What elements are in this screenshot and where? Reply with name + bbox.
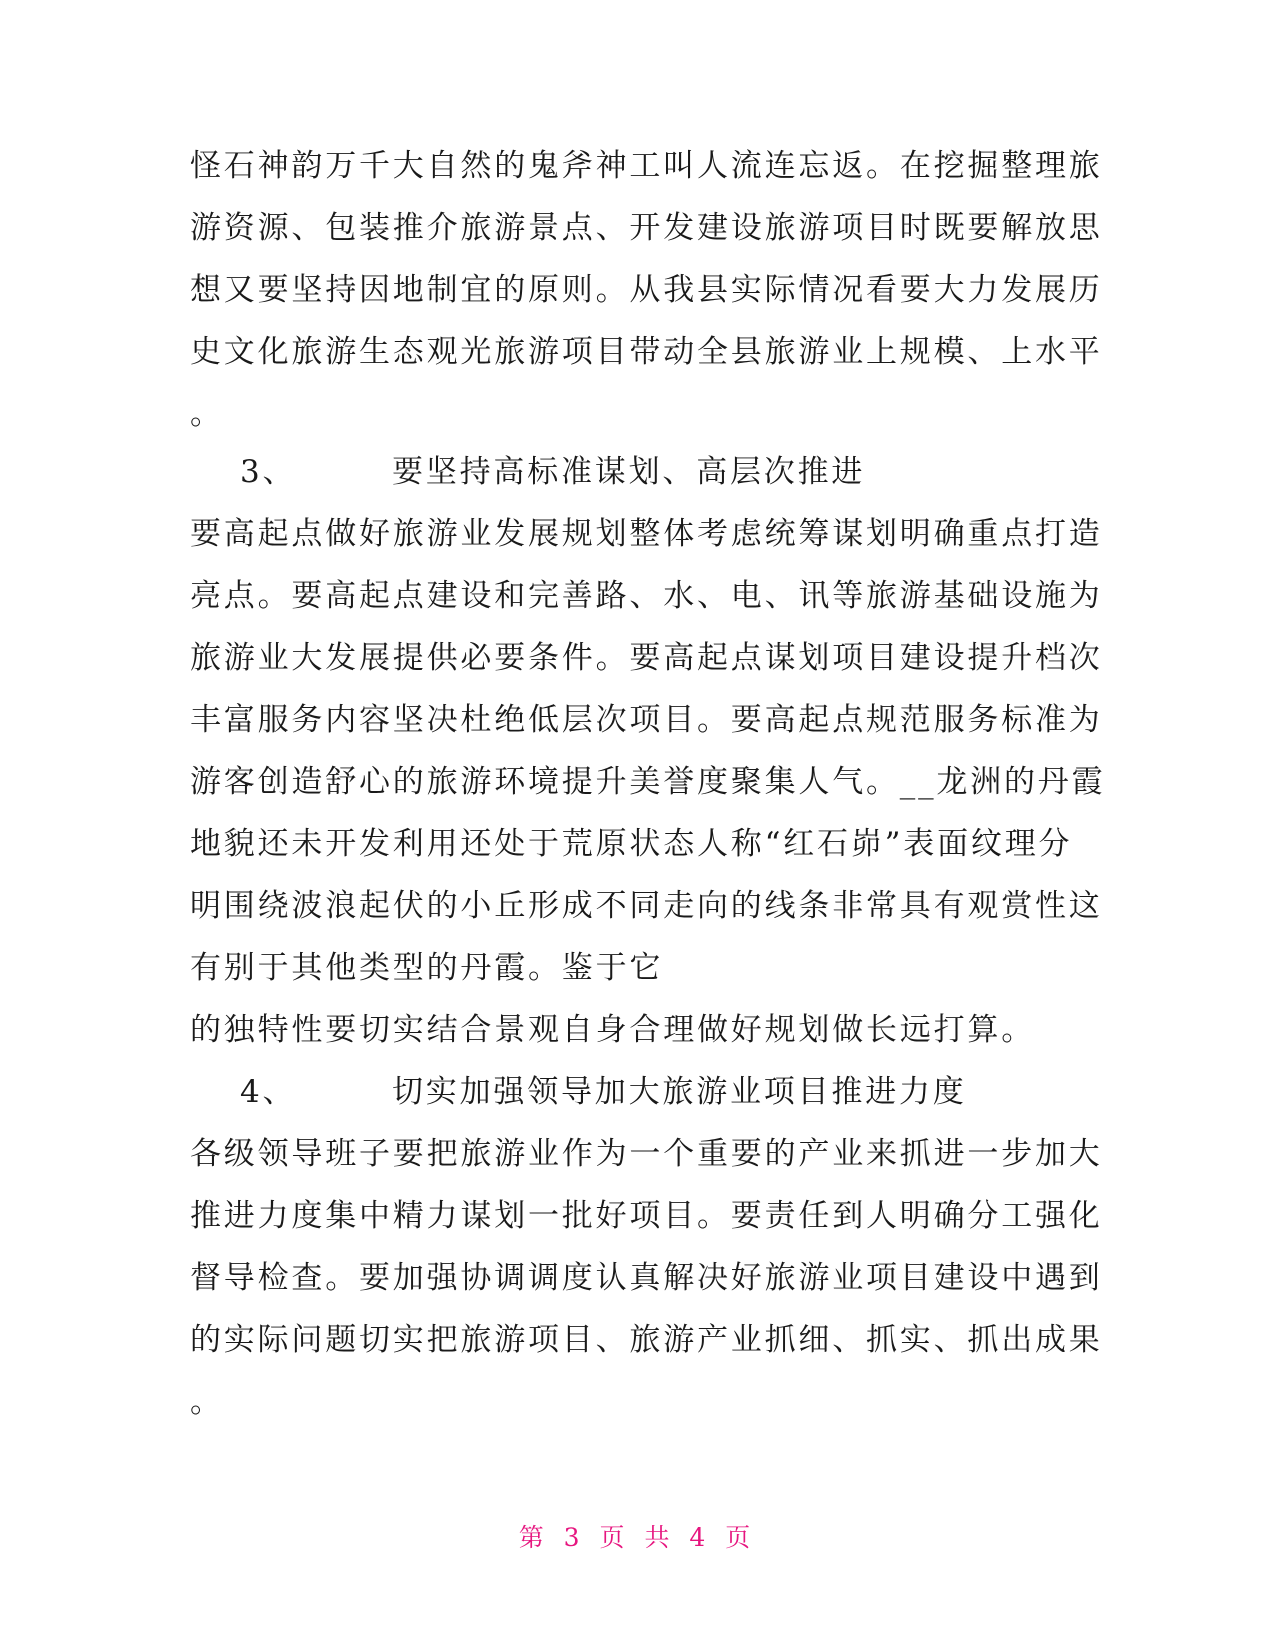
paragraph-line: 有别于其他类型的丹霞。鉴于它: [190, 950, 664, 986]
paragraph-line: 要高起点做好旅游业发展规划整体考虑统筹谋划明确重点打造: [190, 516, 1103, 552]
paragraph-line: 。: [190, 1384, 224, 1420]
paragraph-line: 。: [190, 396, 224, 432]
paragraph-line: 亮点。要高起点建设和完善路、水、电、讯等旅游基础设施为: [190, 578, 1103, 614]
section-number: 3、: [240, 454, 297, 490]
paragraph-line: 推进力度集中精力谋划一批好项目。要责任到人明确分工强化: [190, 1198, 1103, 1234]
paragraph-line: 各级领导班子要把旅游业作为一个重要的产业来抓进一步加大: [190, 1136, 1103, 1172]
paragraph-line: 明围绕波浪起伏的小丘形成不同走向的线条非常具有观赏性这: [190, 888, 1103, 924]
paragraph-line: 游客创造舒心的旅游环境提升美誉度聚集人气。__龙洲的丹霞: [190, 764, 1106, 800]
page-number-footer: 第 3 页 共 4 页: [518, 1523, 757, 1552]
paragraph-line: 史文化旅游生态观光旅游项目带动全县旅游业上规模、上水平: [190, 334, 1103, 370]
paragraph-line: 的实际问题切实把旅游项目、旅游产业抓细、抓实、抓出成果: [190, 1322, 1103, 1358]
paragraph-line: 旅游业大发展提供必要条件。要高起点谋划项目建设提升档次: [190, 640, 1103, 676]
paragraph-line: 的独特性要切实结合景观自身合理做好规划做长远打算。: [190, 1012, 1035, 1048]
paragraph-line: 丰富服务内容坚决杜绝低层次项目。要高起点规范服务标准为: [190, 702, 1103, 738]
paragraph-line: 督导检查。要加强协调调度认真解决好旅游业项目建设中遇到: [190, 1260, 1103, 1296]
section-title: 切实加强领导加大旅游业项目推进力度: [392, 1074, 967, 1110]
paragraph-line: 怪石神韵万千大自然的鬼斧神工叫人流连忘返。在挖掘整理旅: [190, 148, 1103, 184]
section-title: 要坚持高标准谋划、高层次推进: [392, 454, 866, 490]
paragraph-line: 想又要坚持因地制宜的原则。从我县实际情况看要大力发展历: [190, 272, 1103, 308]
section-number: 4、: [240, 1074, 297, 1110]
paragraph-line: 游资源、包装推介旅游景点、开发建设旅游项目时既要解放思: [190, 210, 1103, 246]
paragraph-line: 地貌还未开发利用还处于荒原状态人称“红石峁”表面纹理分: [190, 826, 1073, 862]
